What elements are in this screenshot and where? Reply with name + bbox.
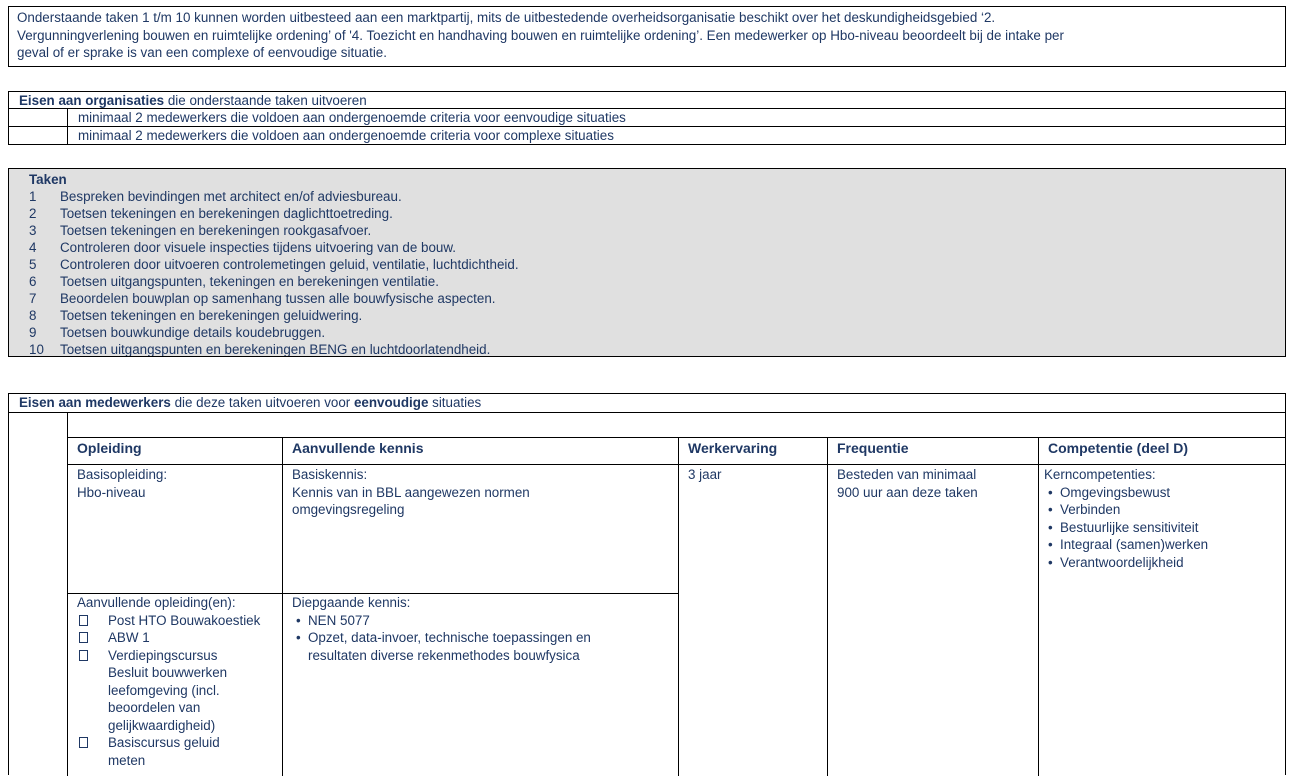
org-header-bold: Eisen aan organisaties [19, 93, 165, 108]
grid-line [827, 437, 828, 776]
course-item [77, 647, 260, 665]
basisopleiding-label: Basisopleiding: [77, 467, 168, 482]
org-requirement-text: minimaal 2 medewerkers die voldoen aan ondergenoemde criteria voor eenvoudige situaties [78, 110, 626, 125]
competency-item: • Verbinden [1048, 502, 1121, 517]
tasks-box [8, 168, 1286, 357]
intro-line: geval of er sprake is van een complexe of eenvoudige situatie. [17, 45, 387, 60]
checkbox-icon [79, 615, 88, 626]
knowledge-text: resultaten diverse rekenmethodes bouwfysica [308, 647, 580, 663]
task-number: 9 [29, 325, 37, 340]
knowledge-item: • NEN 5077 [296, 612, 370, 628]
task-number: 1 [29, 189, 37, 204]
task-item [29, 239, 456, 256]
staff-requirements-table [8, 393, 1286, 775]
competency-text: Bestuurlijke sensitiviteit [1060, 519, 1199, 535]
org-requirement-check-cell[interactable] [9, 127, 68, 145]
course-text: ABW 1 [108, 630, 150, 645]
task-number: 4 [29, 240, 37, 255]
kennis-deep-cell [292, 594, 591, 664]
staff-header-end: situaties [428, 395, 482, 410]
task-text: Toetsen bouwkundige details koudebruggen. [60, 325, 326, 340]
grid-line [1038, 437, 1039, 776]
task-text: Toetsen uitgangspunten en berekeningen BENG en luchtdoorlatendheid. [60, 342, 491, 357]
competency-item: • Omgevingsbewust [1048, 484, 1171, 500]
aanvullende-opleiding-label: Aanvullende opleiding(en): [77, 595, 236, 610]
grid-line [282, 437, 283, 776]
competency-text: Integraal (samen)werken [1060, 537, 1209, 552]
org-requirement-text: minimaal 2 medewerkers die voldoen aan ondergenoemde criteria voor complexe situaties [78, 128, 614, 143]
staff-header-mid: die deze taken uitvoeren voor [170, 395, 354, 410]
diepgaande-kennis-label: Diepgaande kennis: [292, 595, 411, 610]
org-header-rest: die onderstaande taken uitvoeren [164, 93, 367, 108]
staff-header-bold-situation: eenvoudige [353, 395, 429, 410]
competency-text: Verantwoordelijkheid [1060, 554, 1184, 570]
course-item [77, 629, 260, 647]
column-header-aanvullende-kennis: Aanvullende kennis [292, 440, 424, 456]
basiskennis-line: omgevingsregeling [292, 502, 405, 517]
opleiding-basic-cell [77, 466, 167, 501]
grid-line [67, 437, 1286, 438]
course-text: Basiscursus geluid [108, 735, 220, 750]
column-header-opleiding: Opleiding [77, 440, 142, 456]
task-text: Controleren door visuele inspecties tijdens uitvoering van de bouw. [60, 240, 457, 255]
task-text: Toetsen uitgangspunten, tekeningen en berekeningen ventilatie. [60, 274, 439, 289]
competency-item: • Integraal (samen)werken [1048, 537, 1209, 552]
course-text: gelijkwaardigheid) [108, 717, 216, 733]
task-text: Controleren door uitvoeren controlemetingen geluid, ventilatie, luchtdichtheid. [60, 257, 519, 272]
column-header-frequentie: Frequentie [837, 440, 909, 456]
checkbox-icon [79, 737, 88, 748]
course-text: meten [108, 752, 146, 768]
task-text: Toetsen tekeningen en berekeningen geluidwering. [60, 308, 363, 323]
course-text: leefomgeving (incl. [108, 682, 220, 698]
frequentie-line: 900 uur aan deze taken [837, 484, 978, 500]
competency-text: Verbinden [1060, 502, 1121, 517]
frequentie-cell [837, 466, 978, 501]
course-text: Post HTO Bouwakoestiek [108, 612, 261, 628]
competency-item: • Bestuurlijke sensitiviteit [1048, 519, 1199, 535]
course-item [77, 612, 260, 630]
competency-item: • Verantwoordelijkheid [1048, 554, 1184, 570]
intro-line: Onderstaande taken 1 t/m 10 kunnen worden uitbesteed aan een marktpartij, mits de uitbestedende overheidsorganisatie beschikt over het deskundigheidsgebied ‘2. [17, 10, 996, 25]
task-number: 5 [29, 257, 37, 272]
course-text: beoordelen van [108, 700, 201, 715]
competentie-cell [1044, 466, 1208, 571]
staff-requirements-header [9, 394, 1285, 413]
course-text: Verdiepingscursus [108, 647, 218, 663]
task-text: Toetsen tekeningen en berekeningen daglichttoetreding. [60, 206, 393, 221]
intro-line: Vergunningverlening bouwen en ruimtelijke ordening’ of '4. Toezicht en handhaving bouwen en ruimtelijke ordening’. Een medewerker op Hbo-niveau beoordeelt bij de intake per [17, 27, 1064, 43]
task-number: 7 [29, 291, 37, 306]
course-text: Besluit bouwwerken [108, 665, 228, 680]
staff-header-bold: Eisen aan medewerkers [19, 395, 171, 410]
kennis-basic-cell [292, 466, 530, 519]
werkervaring-value: 3 jaar [688, 467, 722, 482]
grid-line [678, 437, 679, 776]
task-number: 8 [29, 308, 37, 323]
tasks-title: Taken [29, 172, 67, 187]
org-requirement-row [9, 109, 1285, 127]
task-item [29, 307, 362, 324]
knowledge-text: NEN 5077 [308, 612, 370, 628]
task-text: Beoordelen bouwplan op samenhang tussen alle bouwfysische aspecten. [60, 291, 496, 306]
task-item [29, 324, 325, 341]
frequentie-line: Besteden van minimaal [837, 467, 977, 482]
org-requirement-row [9, 127, 1285, 145]
opleiding-extra-cell [77, 594, 260, 769]
checkbox-icon [79, 650, 88, 661]
org-requirement-check-cell[interactable] [9, 109, 68, 126]
kerncompetenties-label: Kerncompetenties: [1044, 467, 1156, 482]
task-text: Bespreken bevindingen met architect en/of adviesbureau. [60, 189, 402, 204]
column-header-competentie: Competentie (deel D) [1048, 440, 1189, 456]
task-item [29, 256, 519, 273]
task-number: 10 [29, 342, 44, 357]
task-item [29, 273, 439, 290]
basisopleiding-value: Hbo-niveau [77, 484, 146, 500]
task-number: 6 [29, 274, 37, 289]
task-number: 3 [29, 223, 37, 238]
task-item [29, 188, 402, 205]
task-number: 2 [29, 206, 37, 221]
grid-line [67, 413, 68, 776]
task-text: Toetsen tekeningen en berekeningen rookgasafvoer. [60, 223, 372, 238]
task-item [29, 205, 393, 222]
org-requirements-header [9, 92, 1285, 109]
column-header-werkervaring: Werkervaring [688, 440, 778, 456]
task-item [29, 341, 490, 357]
knowledge-item: • Opzet, data-invoer, technische toepassingen en [296, 630, 591, 645]
org-requirements-table [8, 91, 1286, 145]
knowledge-text: Opzet, data-invoer, technische toepassingen en [308, 630, 591, 645]
task-item [29, 222, 371, 239]
basiskennis-line: Kennis van in BBL aangewezen normen [292, 484, 530, 500]
task-item [29, 290, 496, 307]
intro-text-box [8, 6, 1286, 67]
checkbox-icon [79, 632, 88, 643]
course-item [77, 734, 260, 752]
basiskennis-label: Basiskennis: [292, 467, 368, 482]
grid-line [67, 464, 1286, 465]
competency-text: Omgevingsbewust [1060, 484, 1171, 500]
